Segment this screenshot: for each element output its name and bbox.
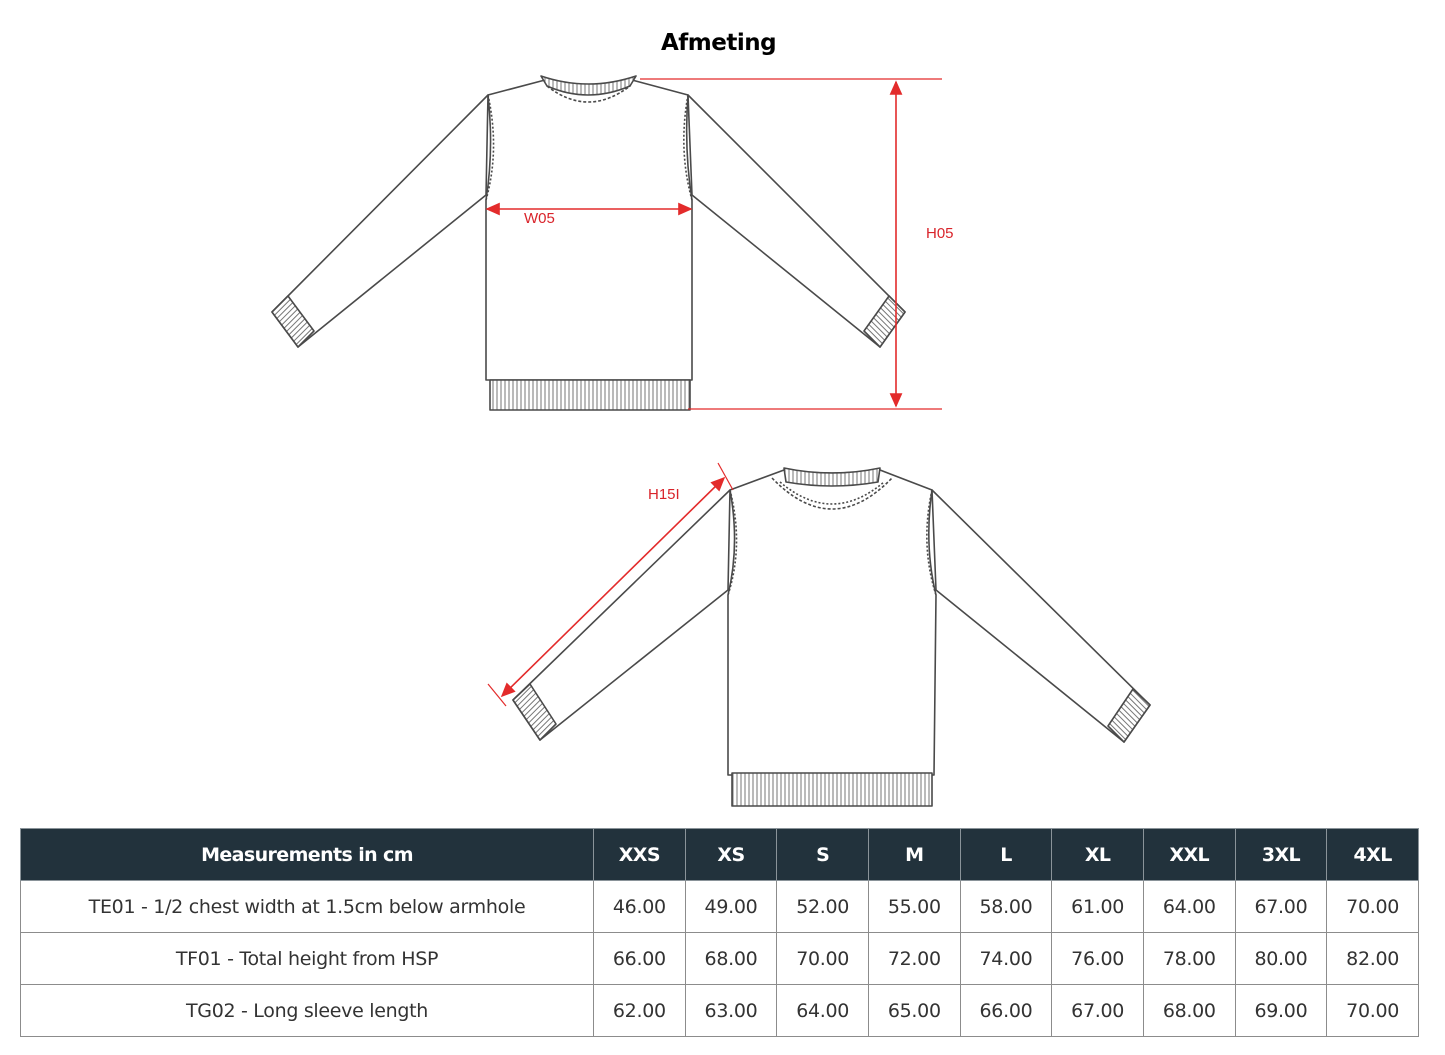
size-header: XXL (1143, 829, 1235, 881)
table-row (21, 985, 1419, 1037)
back-sweater-drawing (513, 468, 1150, 806)
table-cell: 76.00 (1052, 933, 1144, 985)
front-height-label: H05 (926, 225, 954, 242)
table-cell: 62.00 (594, 985, 686, 1037)
size-header: L (960, 829, 1052, 881)
size-header: 4XL (1327, 829, 1419, 881)
table-cell: 68.00 (685, 933, 777, 985)
table-cell: 72.00 (868, 933, 960, 985)
size-header: S (777, 829, 869, 881)
row-label: TG02 - Long sleeve length (21, 985, 594, 1037)
row-label: TE01 - 1/2 chest width at 1.5cm below armhole (21, 881, 594, 933)
table-cell: 69.00 (1235, 985, 1327, 1037)
table-cell: 78.00 (1143, 933, 1235, 985)
table-cell: 46.00 (594, 881, 686, 933)
table-cell: 66.00 (594, 933, 686, 985)
table-cell: 82.00 (1327, 933, 1419, 985)
table-cell: 55.00 (868, 881, 960, 933)
front-sweater-drawing (272, 76, 905, 410)
table-cell: 70.00 (1327, 985, 1419, 1037)
size-header: M (868, 829, 960, 881)
row-label: TF01 - Total height from HSP (21, 933, 594, 985)
size-header: XL (1052, 829, 1144, 881)
back-sleeve-label: H15I (648, 486, 680, 503)
table-cell: 64.00 (1143, 881, 1235, 933)
table-cell: 66.00 (960, 985, 1052, 1037)
size-header: XXS (594, 829, 686, 881)
table-cell: 64.00 (777, 985, 869, 1037)
table-cell: 58.00 (960, 881, 1052, 933)
table-cell: 68.00 (1143, 985, 1235, 1037)
table-cell: 67.00 (1235, 881, 1327, 933)
table-cell: 63.00 (685, 985, 777, 1037)
table-cell: 65.00 (868, 985, 960, 1037)
front-width-label: W05 (524, 210, 555, 227)
size-header: 3XL (1235, 829, 1327, 881)
table-cell: 80.00 (1235, 933, 1327, 985)
table-row (21, 933, 1419, 985)
table-row (21, 881, 1419, 933)
table-cell: 70.00 (1327, 881, 1419, 933)
table-cell: 74.00 (960, 933, 1052, 985)
table-cell: 70.00 (777, 933, 869, 985)
table-cell: 67.00 (1052, 985, 1144, 1037)
table-cell: 61.00 (1052, 881, 1144, 933)
size-table-header (21, 829, 1419, 881)
measurements-header: Measurements in cm (21, 829, 594, 881)
table-cell: 52.00 (777, 881, 869, 933)
page-title: Afmeting (660, 30, 777, 56)
table-cell: 49.00 (685, 881, 777, 933)
size-header: XS (685, 829, 777, 881)
size-table (20, 828, 1419, 1037)
